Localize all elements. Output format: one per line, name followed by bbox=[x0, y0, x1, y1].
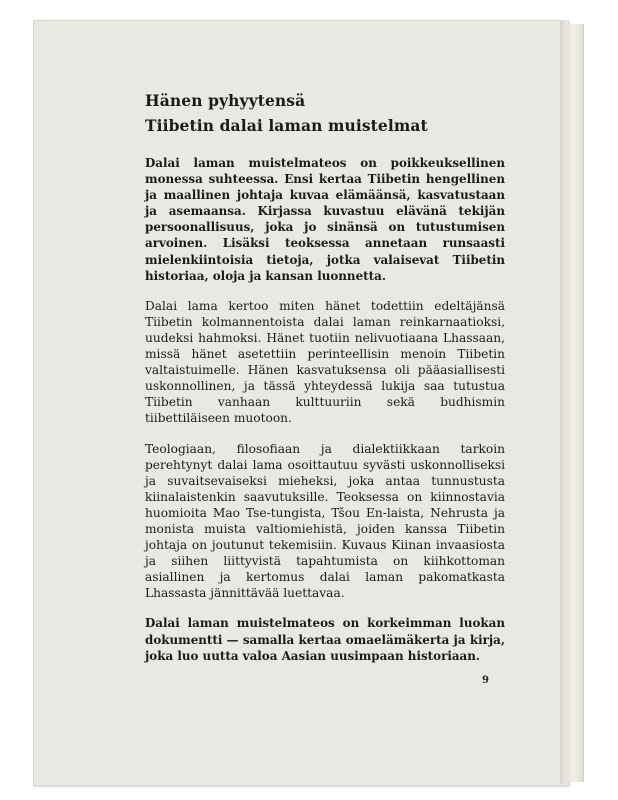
book-spine-edge bbox=[567, 24, 584, 782]
closing-paragraph: Dalai laman muistelmateos on korkeimman luokan dokumentti — samalla kertaa omaelämäkerta ja kirja, joka luo uutta valoa Aasian uusimpaan historiaan. bbox=[145, 616, 505, 663]
body-paragraph-2: Dalai lama kertoo miten hänet todettiin edeltäjänsä Tiibetin kolmannentoista dalai laman reinkarnaatioksi, uudeksi hahmoksi. Hänet tuotiin nelivuotiaana Lhassaan, missä hänet asetettiin perinteellisin menoin Tiibetin valtaistuimelle. Hänen kasvatuksensa oli pääasiallisesti uskonnollinen, ja tässä yhteydessä lukija saa tutustua Tiibetin vanhaan kulttuuriin sekä budhismin tiibettiläiseen muotoon. bbox=[145, 298, 505, 426]
title-line-1: Hänen pyhyytensä bbox=[145, 91, 306, 110]
intro-paragraph: Dalai laman muistelmateos on poikkeuksellinen monessa suhteessa. Ensi kertaa Tiibetin hengellinen ja maallinen johtaja kuvaa elämäänsä, kasvatustaan ja asemaansa. Kirjassa kuvastuu elävänä tekijän persoonallisuus, joka jo sinänsä on tutustumisen arvoinen. Lisäksi teoksessa annetaan runsaasti mielenkiintoisia tietoja, jotka valaisevat Tiibetin historiaa, oloja ja kansan luonnetta. bbox=[145, 156, 505, 283]
title-line-2: Tiibetin dalai laman muistelmat bbox=[145, 116, 428, 135]
body-paragraph-3: Teologiaan, filosofiaan ja dialektiikkaan tarkoin perehtynyt dalai lama osoittautuu syvästi uskonnolliseksi ja suvaitsevaiseksi mieheksi, joka antaa tunnustusta kiinalaistenkin saavutuksille. Teoksessa on kiinnostavia huomioita Mao Tse-tungista, Tšou En-laista, Nehrusta ja monista muista valtiomiehistä, joiden kanssa Tiibetin johtaja on joutunut tekemisiin. Kuvaus Kiinan invaasiosta ja siihen liittyvistä tapahtumista on kiihkottoman asiallinen ja kertomus dalai laman pakomatkasta Lhassasta jännittävää luettavaa. bbox=[145, 441, 505, 601]
page-number: 9 bbox=[482, 675, 489, 686]
jacket-fold-shadow bbox=[560, 20, 567, 784]
jacket-text-block bbox=[145, 88, 505, 678]
